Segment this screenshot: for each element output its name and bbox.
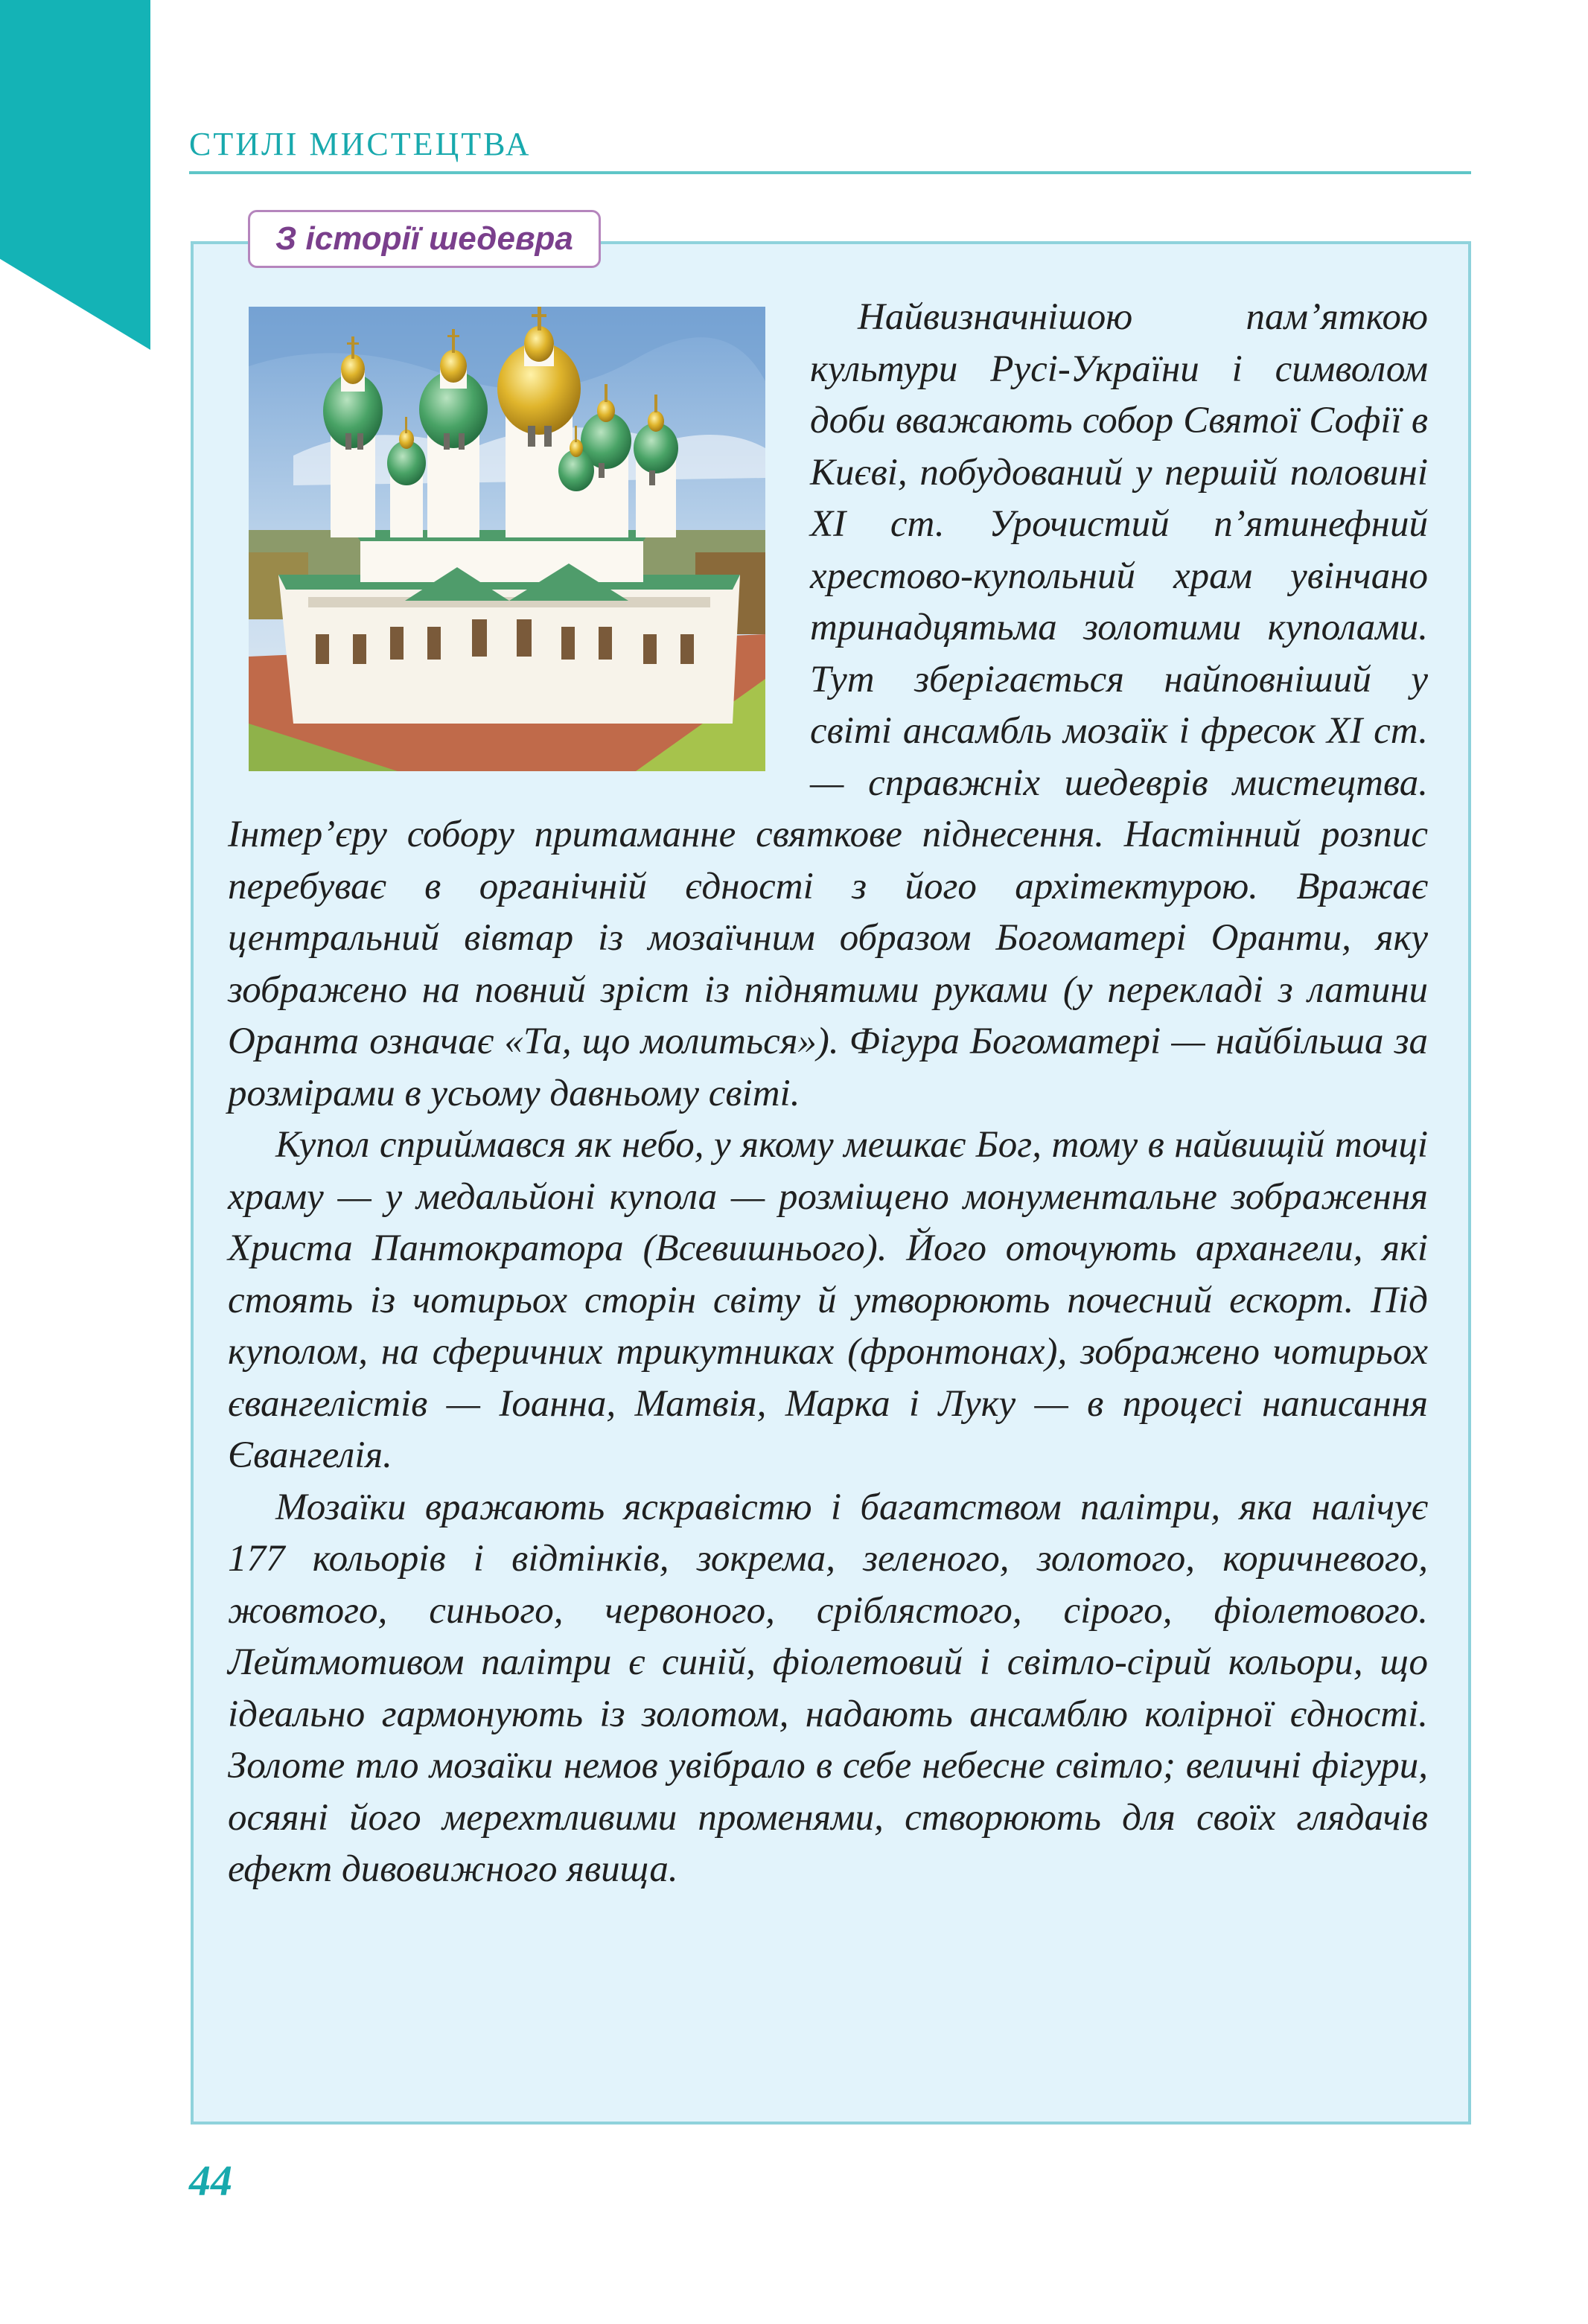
section-header: СТИЛІ МИСТЕЦТВА bbox=[189, 126, 532, 162]
article-paragraph-3: Мозаїки вражають яскравістю і багатством палітри, яка налічує 177 кольорів і відтінків, зокрема, зеленого, золотого, коричневого, жовтого, синього, червоного, сріблястого, сірого, фіолетового. Лейтмотивом палітри є синій, фіолетовий і світло-сірий кольори, що ідеально гармонують із золотом, надають ансамблю колірної єдності. Золоте тло мозаїки немов увібрало в себе небесне світло; величні фігури, осяяні його мерехтливими променями, створюють для своїх глядачів ефект дивовижного явища. bbox=[228, 1486, 1428, 1890]
article-paragraph-1: Найвизначнішою пам’яткою культури Русі-України і символом доби вважають собор Святої Софії в Києві, побудований у першій половині XI ст. Урочистий п’ятинефний хрестово-купольний храм увінчано тринадцятьма золотими куполами. Тут зберігається найповніший у світі ансамбль мозаїк і фресок XI ст. — справжніх шедеврів мистецтва. Інтер’єру собору притаманне святкове піднесення. Настінний розпис перебуває в органічній єдності з його архітектурою. Вражає центральний вівтар із мозаїчним образом Богоматері Оранти, яку зображено на повний зріст із піднятими руками (у перекладі з латини Оранта означає «Та, що молиться»). Фігура Богоматері — найбільша за розмірами в усьому давньому світі. bbox=[228, 296, 1428, 1114]
article-text bbox=[228, 292, 1428, 1896]
image-wrap-space bbox=[228, 292, 810, 798]
page-number: 44 bbox=[189, 2157, 232, 2205]
header-divider bbox=[189, 171, 1471, 174]
box-label: З історії шедевра bbox=[248, 210, 601, 268]
article-paragraph-2: Купол сприймався як небо, у якому мешкає Бог, тому в найвищій точці храму — у медальйоні купола — розміщено монументальне зображення Христа Пантократора (Всевишнього). Його оточують архангели, які стоять із чотирьох сторін світу й утворюють почесний ескорт. Під куполом, на сферичних трикутниках (фронтонах), зображено чотирьох євангелістів — Іоанна, Матвія, Марка і Луку — в процесі написання Євангелія. bbox=[228, 1124, 1428, 1476]
corner-tab-decoration bbox=[0, 0, 150, 350]
